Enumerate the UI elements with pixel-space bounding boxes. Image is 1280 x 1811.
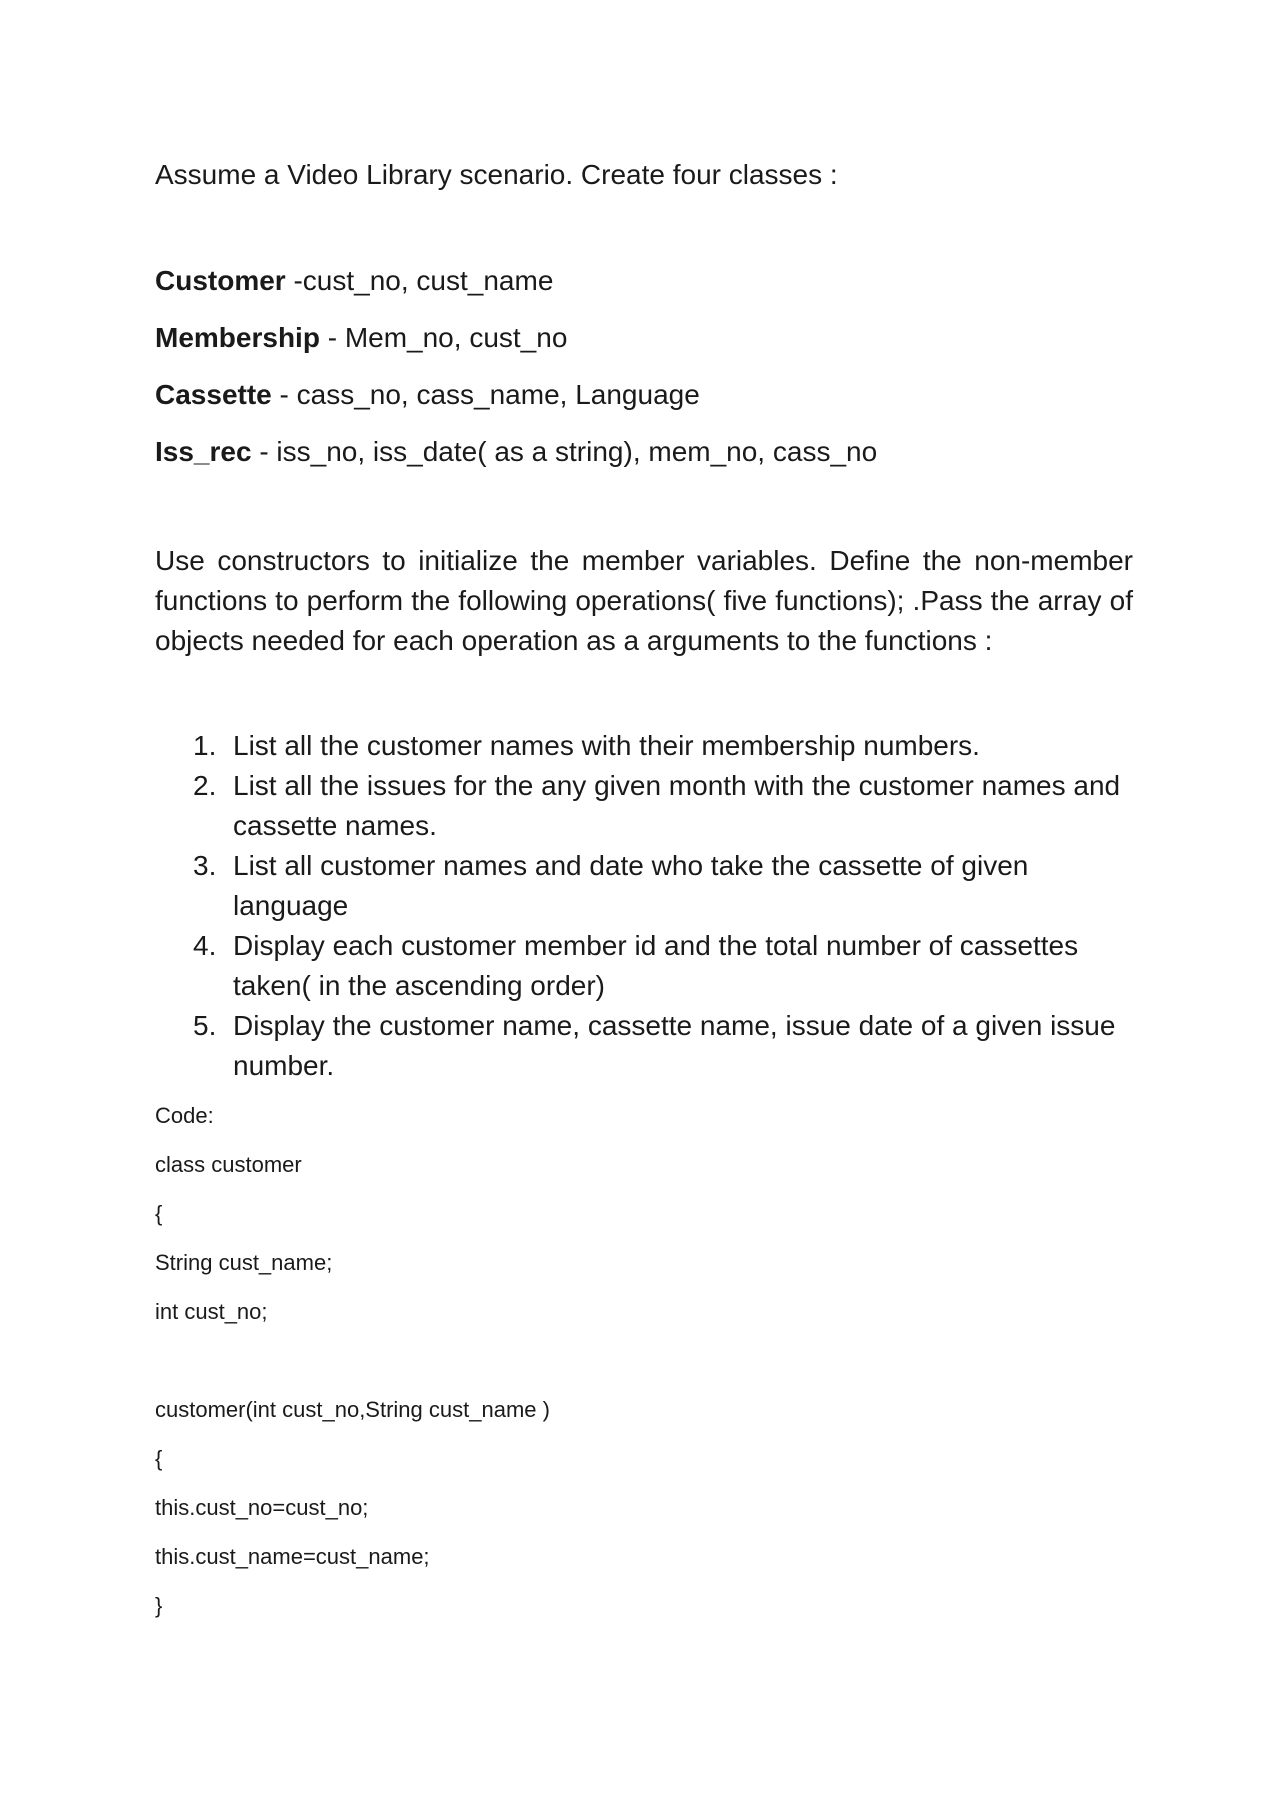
code-label: Code: (155, 1103, 214, 1128)
class-fields: - cass_no, cass_name, Language (271, 379, 700, 410)
class-definition (155, 264, 877, 321)
class-definition (155, 378, 877, 435)
code-line: { (155, 1446, 163, 1471)
code-line: customer(int cust_no,String cust_name ) (155, 1397, 550, 1422)
operation-text: Display the customer name, cassette name, issue date of a given issue number. (233, 1010, 1116, 1081)
class-name: Iss_rec (155, 436, 252, 467)
operation-text: Display each customer member id and the total number of cassettes taken( in the ascending order) (233, 930, 1079, 1001)
class-fields: - iss_no, iss_date( as a string), mem_no, cass_no (251, 436, 878, 467)
class-name: Cassette (155, 379, 272, 410)
class-list (155, 264, 877, 492)
operation-number: 3. (193, 850, 217, 881)
code-line: String cust_name; (155, 1250, 333, 1275)
class-fields: -cust_no, cust_name (285, 265, 554, 296)
operations-list (155, 726, 1135, 1086)
code-line (155, 1347, 550, 1396)
operation-text: List all the issues for the any given month with the customer names and cassette names. (233, 770, 1121, 841)
operation-number: 4. (193, 930, 217, 961)
operation-item (155, 926, 1135, 1006)
class-fields: - Mem_no, cust_no (319, 322, 568, 353)
operation-number: 1. (193, 730, 217, 761)
class-definition (155, 435, 877, 492)
code-block (155, 1151, 550, 1641)
operation-text: List all customer names and date who take the cassette of given language (233, 850, 1029, 921)
code-line: int cust_no; (155, 1299, 268, 1324)
class-definition (155, 321, 877, 378)
instructions-paragraph: Use constructors to initialize the member variables. Define the non-member functions to perform the following operations( five functions); .Pass the array of objects needed for each operation as a arguments to the functions : (155, 545, 1133, 656)
code-line: { (155, 1201, 163, 1226)
operation-item (155, 846, 1135, 926)
operation-item (155, 726, 1135, 766)
operation-number: 2. (193, 770, 217, 801)
class-name: Membership (155, 322, 320, 353)
operation-text: List all the customer names with their membership numbers. (233, 730, 980, 761)
operation-item (155, 766, 1135, 846)
code-line: this.cust_no=cust_no; (155, 1495, 369, 1520)
code-line: class customer (155, 1152, 302, 1177)
code-line: this.cust_name=cust_name; (155, 1544, 430, 1569)
operation-number: 5. (193, 1010, 217, 1041)
operation-item (155, 1006, 1135, 1086)
code-line: } (155, 1593, 163, 1618)
intro-text: Assume a Video Library scenario. Create four classes : (155, 159, 838, 190)
class-name: Customer (155, 265, 286, 296)
